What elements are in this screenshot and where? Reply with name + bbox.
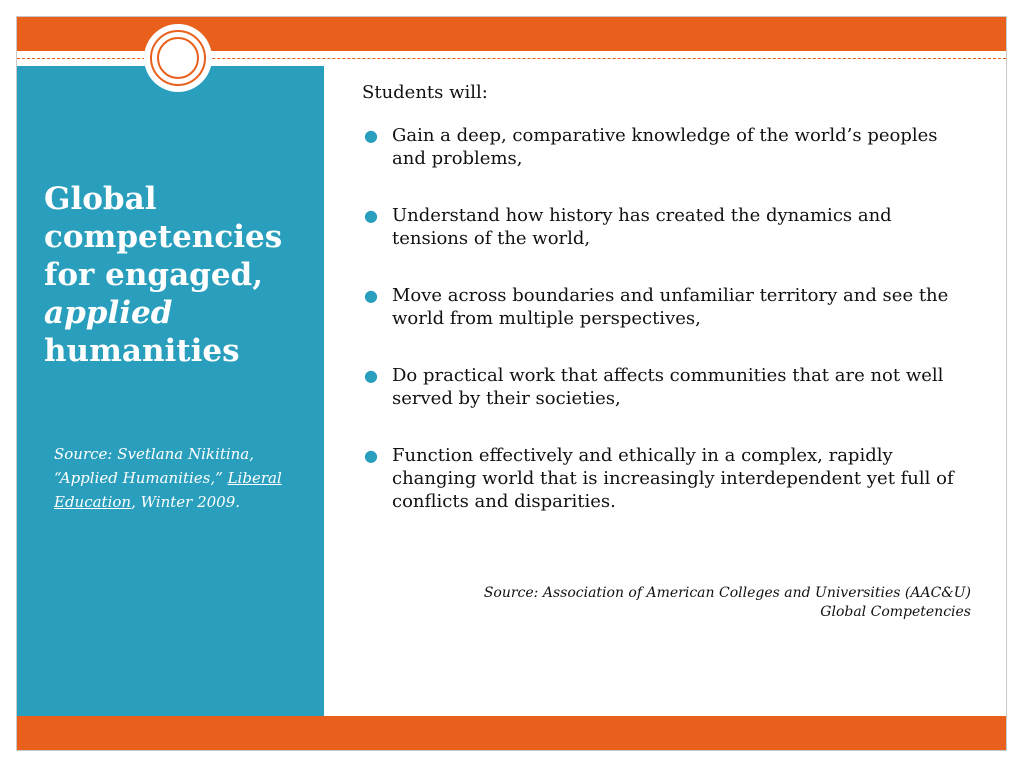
bullet-text: Gain a deep, comparative knowledge of the world’s peoples and problems, [392,125,938,169]
slide-title [44,180,319,370]
bullet-text: Move across boundaries and unfamiliar territory and see the world from multiple perspectives, [392,285,949,329]
title-line-5: humanities [44,333,240,369]
bullet-text: Do practical work that affects communities that are not well served by their societies, [392,365,944,409]
list-item [362,364,972,410]
bullet-list [362,124,972,513]
bullet-text: Function effectively and ethically in a complex, rapidly changing world that is increasingly interdependent yet full of conflicts and disparities. [392,445,954,512]
bullet-dot-icon: ● [364,206,378,225]
title-line-3: for engaged, [44,257,264,293]
bullet-dot-icon: ● [364,446,378,465]
right-source-citation [362,584,971,622]
list-item [362,204,972,250]
bullet-dot-icon: ● [364,286,378,305]
bullet-dot-icon: ● [364,366,378,385]
bottom-accent-band [17,716,1006,750]
intro-text: Students will: [362,82,488,103]
list-item [362,124,972,170]
list-item [362,284,972,330]
title-line-4: applied [44,295,173,331]
list-item [362,444,972,513]
source-line-2: Global Competencies [820,604,971,620]
inner-ring [157,37,199,79]
journal-link[interactable]: Liberal Education [54,469,282,511]
bullet-dot-icon: ● [364,126,378,145]
concentric-circles-icon [144,24,212,92]
citation-prefix: Source: Svetlana Nikitina, “Applied Humanities,” [54,445,255,487]
left-source-citation [54,442,314,514]
content-area [362,80,972,547]
bullet-text: Understand how history has created the dynamics and tensions of the world, [392,205,892,249]
title-line-2: competencies [44,219,283,255]
title-side-panel [17,66,324,716]
source-line-1: Source: Association of American Colleges and Universities (AAC&U) [483,585,971,601]
citation-suffix: , Winter 2009. [131,493,241,511]
title-line-1: Global [44,181,157,217]
